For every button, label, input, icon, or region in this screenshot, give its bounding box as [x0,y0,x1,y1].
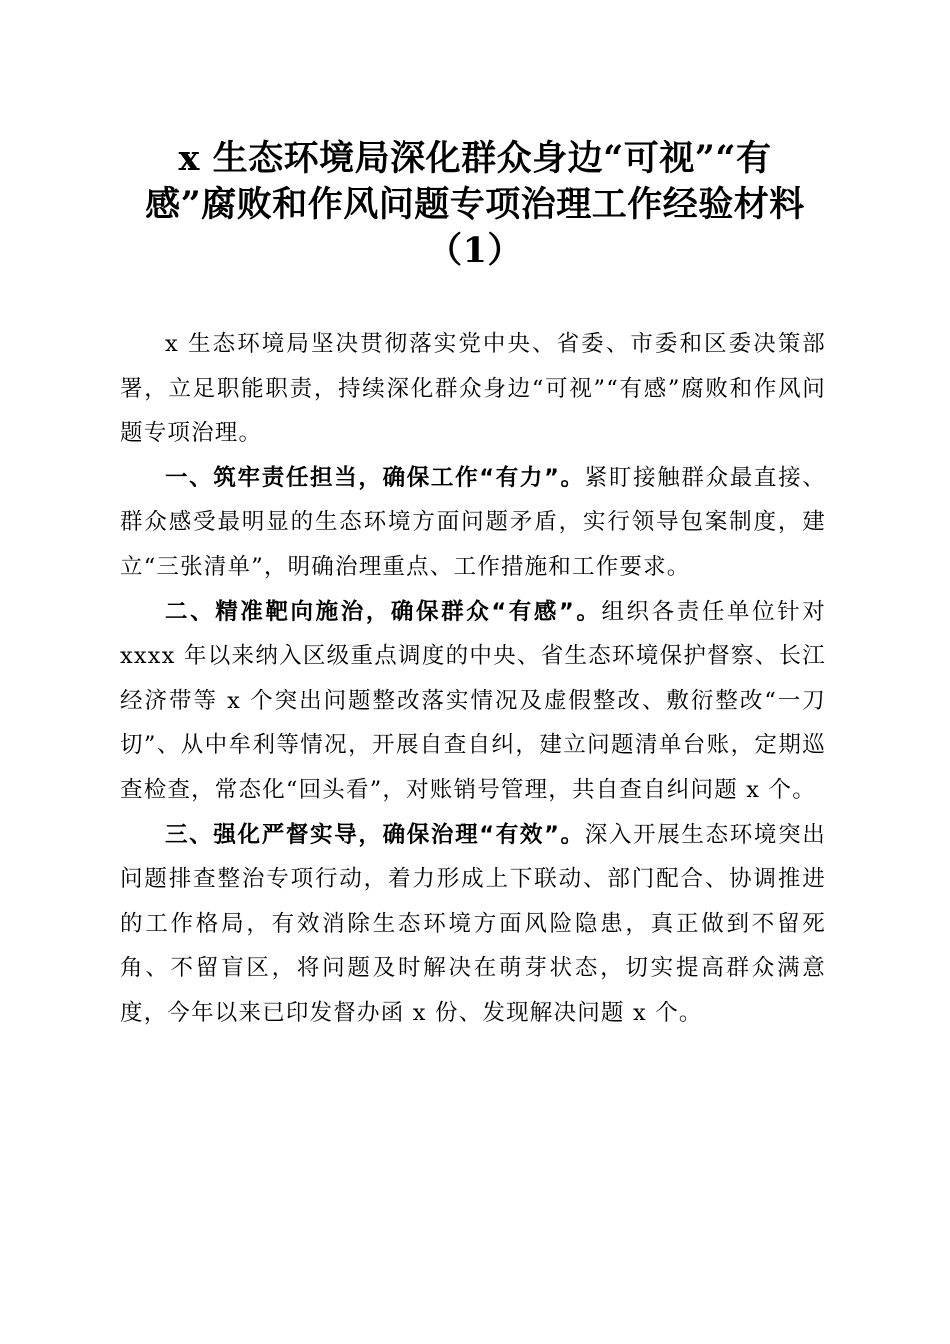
title-line-2: 感”腐败和作风问题专项治理工作经验材料 [145,184,805,225]
paragraph-section-3 [120,813,826,1036]
document-title [120,136,830,274]
paragraph-intro [120,322,826,456]
section-2-heading: 二、精准靶向施治，确保群众“有感”。 [165,598,602,625]
document-body [120,322,826,1036]
section-2-text: 组织各责任单位针对 xxxx 年以来纳入区级重点调度的中央、省生态环境保护督察、长江经济带等 x 个突出问题整改落实情况及虚假整改、敷衍整改“一刀切”、从中牟利等情况，开展自查自纠，建立问题清单台账，定期巡查检查，常态化“回头看”，对账销号管理，共自查自纠问题 x 个。 [120,598,826,803]
title-line-1: x 生态环境局深化群众身边“可视”“有 [178,138,772,179]
section-1-text: 紧盯接触群众最直接、群众感受最明显的生态环境方面问题矛盾，实行领导包案制度，建立“三张清单”，明确治理重点、工作措施和工作要求。 [120,464,826,580]
paragraph-intro-text: x 生态环境局坚决贯彻落实党中央、省委、市委和区委决策部署，立足职能职责，持续深化群众身边“可视”“有感”腐败和作风问题专项治理。 [120,331,826,447]
paragraph-section-2 [120,590,826,813]
section-3-text: 深入开展生态环境突出问题排查整治专项行动，着力形成上下联动、部门配合、协调推进的工作格局，有效消除生态环境方面风险隐患，真正做到不留死角、不留盲区，将问题及时解决在萌芽状态，切实提高群众满意度，今年以来已印发督办函 x 份、发现解决问题 x 个。 [120,821,826,1026]
paragraph-section-1 [120,456,826,590]
section-3-heading: 三、强化严督实导，确保治理“有效”。 [165,821,585,848]
section-1-heading: 一、筑牢责任担当，确保工作“有力”。 [165,464,585,491]
title-line-3: （1） [427,230,523,271]
